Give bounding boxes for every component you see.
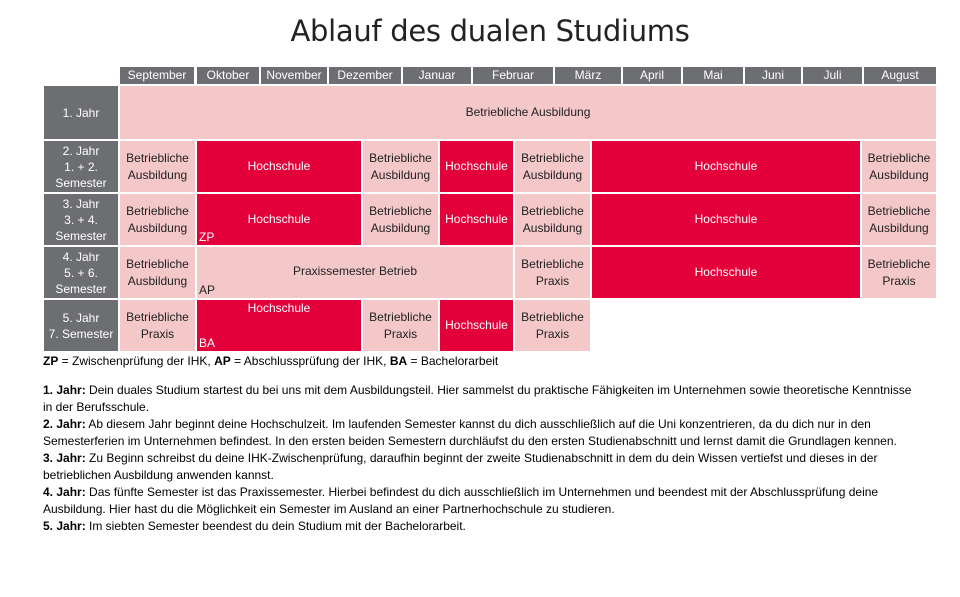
cell-label: Praxissemester Betrieb [292,264,418,278]
month-header-november: November [261,67,327,84]
legend-ap-text: = Abschlussprüfung der IHK, [230,354,390,368]
cell-hochschule [592,194,860,245]
cell-ausbildung [862,194,936,245]
month-header-oktober: Oktober [197,67,259,84]
row-header-year-1 [44,86,118,139]
month-header-juni: Juni [745,67,801,84]
cell-label: Betriebliche Praxis [126,309,189,341]
description-text: Im siebten Semester beendest du dein Studium mit der Bachelorarbeit. [85,519,466,533]
legend-zp-text: = Zwischenprüfung der IHK, [58,354,215,368]
row-header-year-2 [44,141,118,192]
ap-marker: AP [199,283,216,297]
row-header-year-3 [44,194,118,245]
abbreviation-legend [43,354,498,369]
description-text: Das fünfte Semester ist das Praxissemester. Hierbei befindest du dich ausschließlich im Unternehmen und beendest mit der Abschlussprüfung deine Ausbildung. Hier hast du die Möglichkeit ein Semester im Ausland an einer Partnerhochschule zu studieren. [43,485,879,516]
cell-hochschule [592,247,860,298]
cell-praxissemester-ap [197,247,513,298]
cell-ausbildung [862,141,936,192]
cell-praxis [515,247,590,298]
cell-hochschule [197,141,361,192]
year-descriptions [43,382,923,535]
cell-label: Hochschule [445,159,508,173]
cell-label: Betriebliche Ausbildung [369,203,432,235]
month-header-januar: Januar [403,67,471,84]
cell-hochschule-zp [197,194,361,245]
legend-ba-abbr: BA [389,354,408,368]
cell-betriebliche-ausbildung [120,86,936,139]
description-text: Ab diesem Jahr beginnt deine Hochschulzeit. Im laufenden Semester kannst du dich ausschließlich auf die Uni konzentrieren, da du dich nur in den Semesterferien im Unternehmen befindest. In den ersten beiden Semestern durchläufst du den ersten Studienabschnitt und lernst damit die Grundlagen kennen. [43,417,897,448]
description-year-5 [43,518,923,535]
cell-praxis [515,300,590,351]
cell-label: Betriebliche Ausbildung [521,203,584,235]
cell-label: Betriebliche Ausbildung [465,105,591,119]
row-header-label: 4. Jahr 5. + 6. Semester [55,249,107,296]
cell-praxis [862,247,936,298]
description-text: Zu Beginn schreibst du deine IHK-Zwischenprüfung, daraufhin beginnt der zweite Studienabschnitt in dem du dein Wissen vertiefst und dieses in der betrieblichen Ausbildung anwenden kannst. [43,451,878,482]
description-heading: 5. Jahr: [43,519,86,533]
cell-label: Betriebliche Praxis [521,256,584,288]
description-heading: 2. Jahr: [43,417,86,431]
cell-label: Betriebliche Ausbildung [126,203,189,235]
cell-label: Hochschule [247,212,311,226]
month-header-mai: Mai [683,67,743,84]
cell-label: Betriebliche Ausbildung [126,256,189,288]
row-header-year-4 [44,247,118,298]
description-heading: 4. Jahr: [43,485,86,499]
description-year-2 [43,416,923,450]
month-header-dezember: Dezember [329,67,401,84]
cell-label: Hochschule [247,301,311,315]
cell-label: Betriebliche Praxis [369,309,432,341]
description-year-3 [43,450,923,484]
month-header-september: September [120,67,194,84]
legend-ap-abbr: AP [214,354,231,368]
description-heading: 3. Jahr: [43,451,86,465]
row-header-year-5 [44,300,118,351]
cell-label: Hochschule [445,318,508,332]
month-header-februar: Februar [473,67,553,84]
cell-label: Hochschule [694,159,758,173]
legend-ba-text: = Bachelorarbeit [407,354,499,368]
legend-zp-abbr: ZP [43,354,59,368]
cell-label: Hochschule [247,159,311,173]
row-header-label: 5. Jahr 7. Semester [48,310,114,341]
cell-ausbildung [363,194,438,245]
row-header-label: 2. Jahr 1. + 2. Semester [55,143,107,190]
cell-label: Betriebliche Ausbildung [126,150,189,182]
cell-praxis [363,300,438,351]
description-year-1 [43,382,923,416]
cell-label: Betriebliche Ausbildung [867,150,931,182]
cell-label: Hochschule [445,212,508,226]
row-header-label: 3. Jahr 3. + 4. Semester [55,196,107,243]
cell-ausbildung [515,141,590,192]
cell-label: Betriebliche Praxis [521,309,584,341]
cell-label: Betriebliche Ausbildung [369,150,432,182]
description-text: Dein duales Studium startest du bei uns mit dem Ausbildungsteil. Hier sammelst du praktische Fähigkeiten im Unternehmen sowie theoretische Kenntnisse in der Berufsschule. [43,383,912,414]
cell-ausbildung [120,141,195,192]
page-title: Ablauf des dualen Studiums [290,14,690,48]
cell-label: Betriebliche Praxis [867,256,931,288]
cell-hochschule [440,194,513,245]
cell-ausbildung [363,141,438,192]
month-header-juli: Juli [803,67,862,84]
cell-ausbildung [120,194,195,245]
description-year-4 [43,484,923,518]
cell-hochschule-ba [197,300,361,351]
cell-hochschule [592,141,860,192]
ba-marker: BA [199,336,216,350]
cell-label: Hochschule [694,212,758,226]
month-header-maerz: März [555,67,621,84]
zp-marker: ZP [199,230,215,244]
cell-label: Betriebliche Ausbildung [521,150,584,182]
cell-ausbildung [515,194,590,245]
cell-label: Hochschule [694,265,758,279]
cell-label: Betriebliche Ausbildung [867,203,931,235]
month-header-april: April [623,67,681,84]
cell-praxis [120,300,195,351]
cell-hochschule [440,141,513,192]
cell-ausbildung [120,247,195,298]
description-heading: 1. Jahr: [43,383,86,397]
row-header-label: 1. Jahr [62,105,100,120]
month-header-august: August [864,67,936,84]
cell-hochschule [440,300,513,351]
